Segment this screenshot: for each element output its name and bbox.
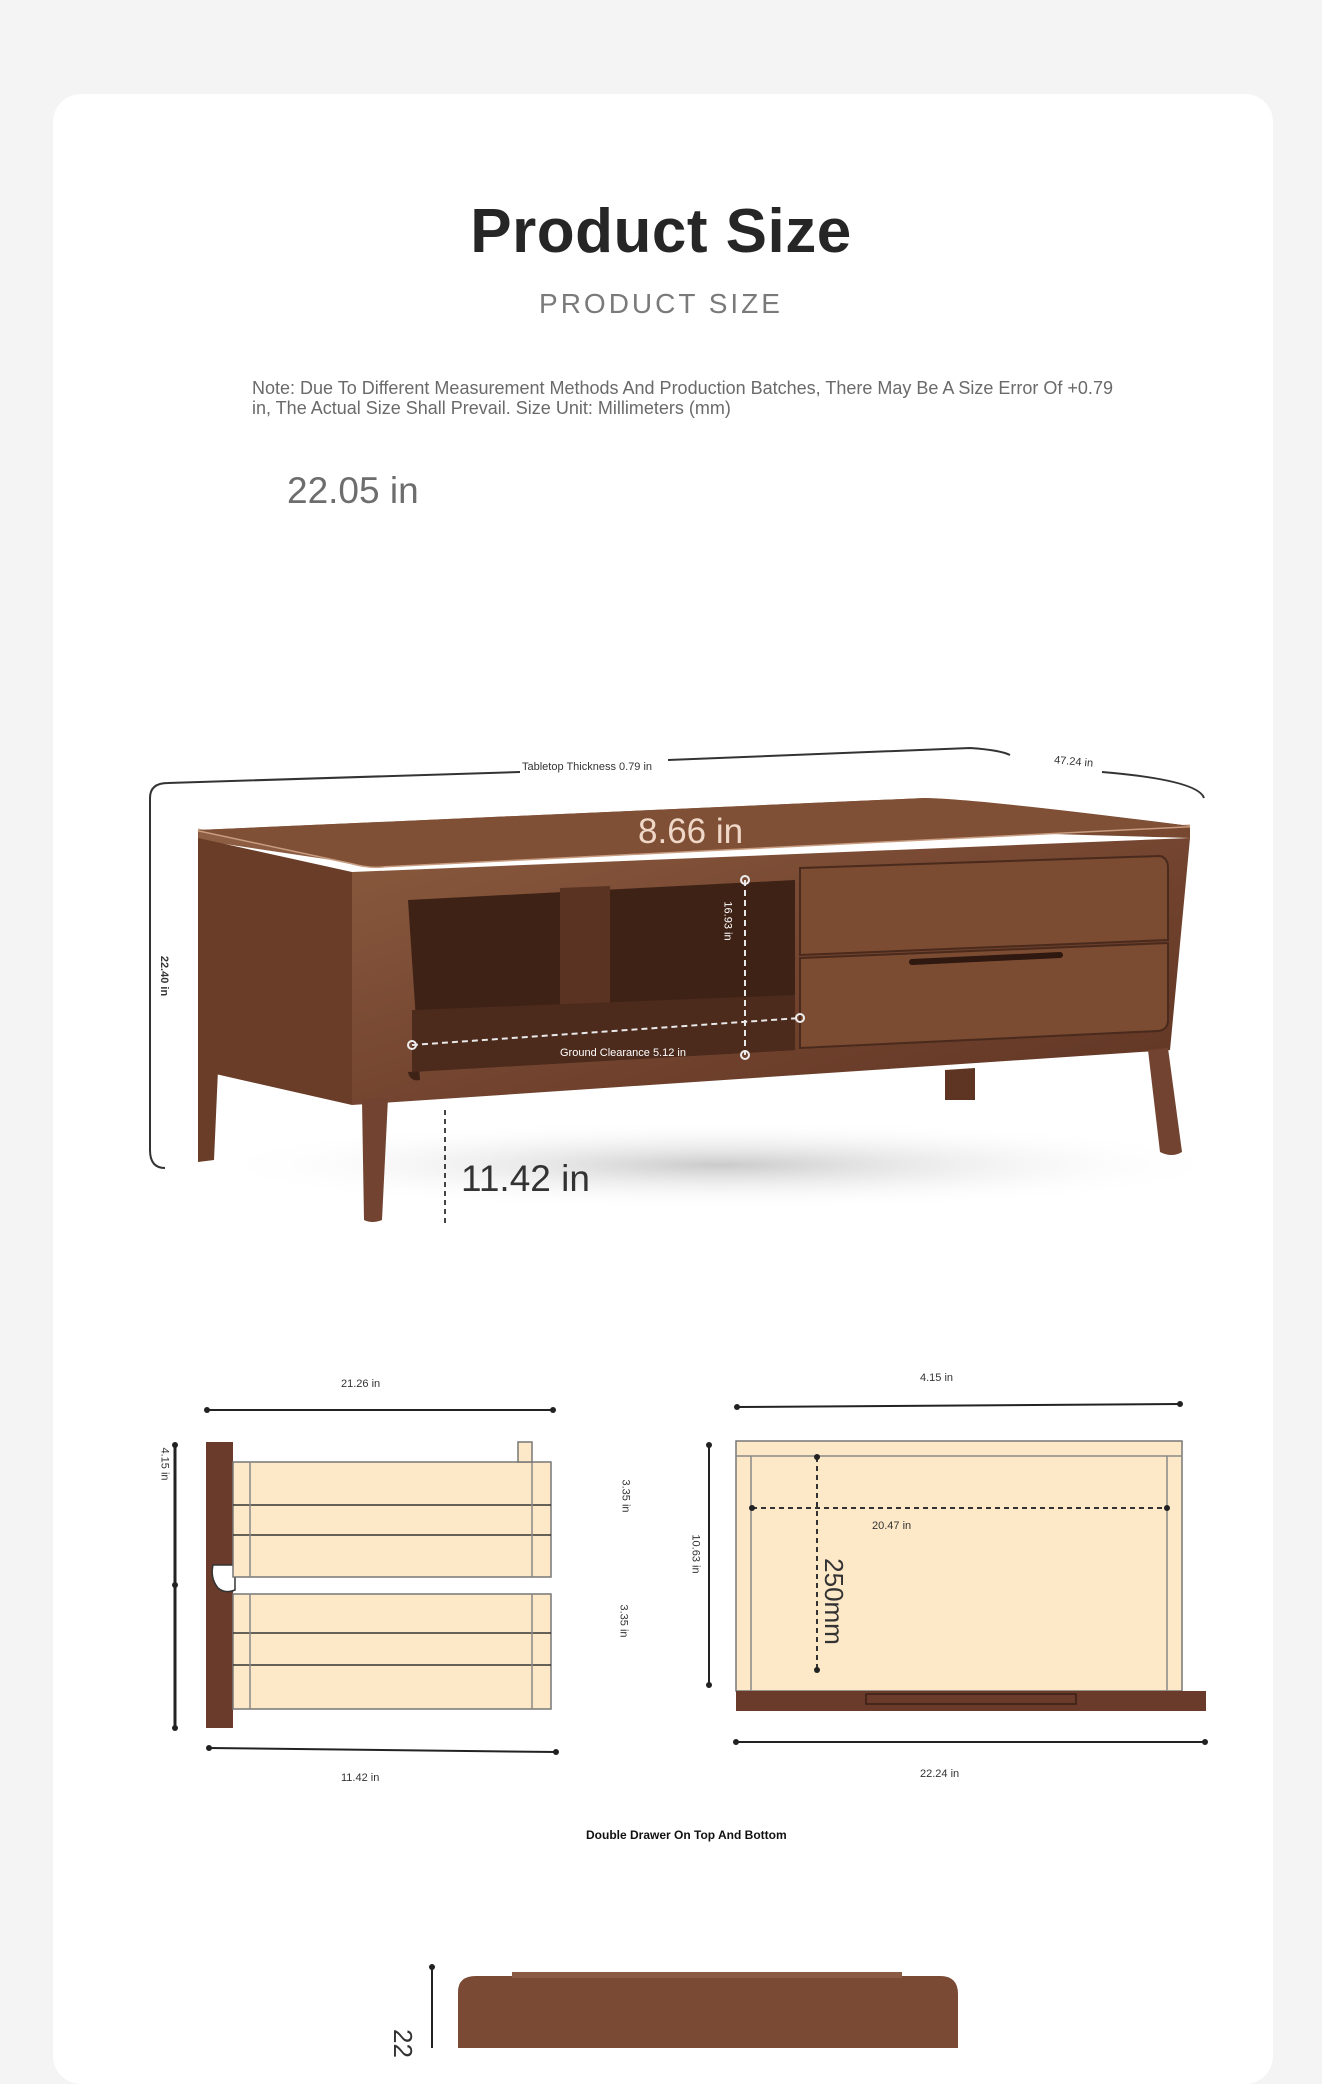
width-label: 22.05 in xyxy=(287,470,419,511)
side-bottom-width-label: 11.42 in xyxy=(341,1772,380,1784)
top-view-bottom-width-label: 22.24 in xyxy=(920,1768,960,1780)
top-view-width-label: 4.15 in xyxy=(920,1372,954,1384)
length-label: 47.24 in xyxy=(1053,754,1094,770)
ground-clearance-label: Ground Clearance 5.12 in xyxy=(560,1047,686,1059)
drawer-caption: Double Drawer On Top And Bottom xyxy=(586,1828,787,1842)
upper-drawer-label: 3.35 in xyxy=(619,1479,632,1513)
size-note: Note: Due To Different Measurement Methods And Production Batches, There May Be A Size Error Of +0.79 in, The Actual Size Shall Prevail. Size Unit: Millimeters (mm) xyxy=(252,378,1113,418)
height-label: 22.40 in xyxy=(158,955,171,997)
lower-drawer-label: 3.35 in xyxy=(617,1604,630,1638)
partial-dimension-label: 22 xyxy=(387,2029,418,2058)
side-left-height-label: 4.15 in xyxy=(158,1447,171,1481)
partial-table-top xyxy=(458,1976,958,2048)
side-top-width-label: 21.26 in xyxy=(341,1378,381,1390)
compartment-height-label: 8.66 in xyxy=(638,812,744,851)
page-subtitle: PRODUCT SIZE xyxy=(539,288,783,319)
leg-height-label: 11.42 in xyxy=(461,1158,590,1199)
page-title: Product Size xyxy=(470,197,852,266)
inner-depth-label: 250mm xyxy=(818,1558,849,1645)
drawer-height-label: 16.93 in xyxy=(721,901,734,941)
inner-width-label: 20.47 in xyxy=(872,1520,912,1532)
tabletop-thickness-label: Tabletop Thickness 0.79 in xyxy=(522,761,653,773)
top-view-height-label: 10.63 in xyxy=(689,1534,702,1574)
